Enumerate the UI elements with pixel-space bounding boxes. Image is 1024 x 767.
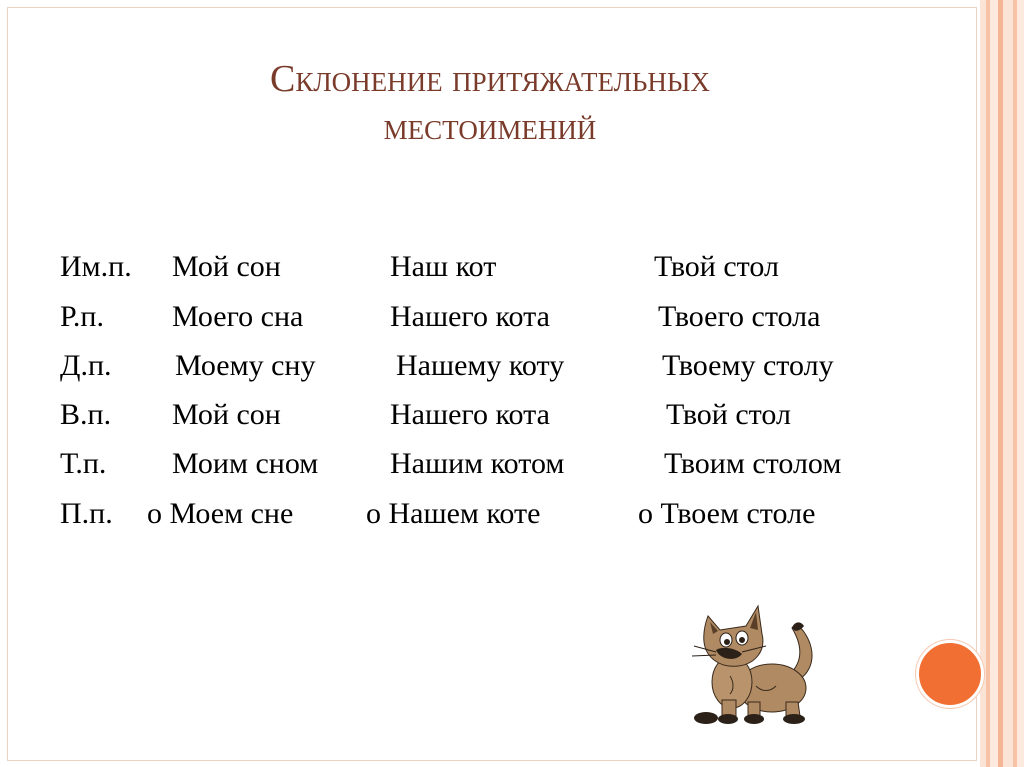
pronoun-nash: о Нашем коте bbox=[366, 497, 541, 530]
pronoun-tvoj: Твоему столу bbox=[662, 349, 834, 382]
table-row bbox=[0, 295, 960, 339]
case-label: Т.п. bbox=[60, 447, 107, 480]
slide-title-line-1: Склонение притяжательных bbox=[270, 58, 710, 100]
case-label: Д.п. bbox=[60, 349, 112, 382]
case-label: Им.п. bbox=[60, 250, 132, 283]
slide-title-line-2: местоимений bbox=[383, 106, 597, 148]
cat-illustration bbox=[686, 594, 826, 726]
pronoun-moj: Мой сон bbox=[172, 398, 281, 431]
pronoun-nash: Нашего кота bbox=[390, 300, 550, 333]
table-row bbox=[0, 442, 960, 486]
table-row bbox=[0, 393, 960, 437]
pronoun-nash: Нашего кота bbox=[390, 398, 550, 431]
table-row bbox=[0, 344, 960, 388]
pronoun-nash: Наш кот bbox=[390, 250, 497, 283]
pronoun-tvoj: Твоего стола bbox=[658, 300, 821, 333]
pronoun-tvoj: Твоим столом bbox=[664, 447, 842, 480]
pronoun-tvoj: о Твоем столе bbox=[638, 497, 816, 530]
pronoun-moj: Моего сна bbox=[172, 300, 304, 333]
pronoun-tvoj: Твой стол bbox=[654, 250, 779, 283]
case-label: Р.п. bbox=[60, 300, 104, 333]
pronoun-tvoj: Твой стол bbox=[666, 398, 791, 431]
pronoun-moj: Моему сну bbox=[175, 349, 316, 382]
pronoun-moj: Мой сон bbox=[172, 250, 281, 283]
table-row bbox=[0, 245, 960, 289]
case-label: В.п. bbox=[60, 398, 112, 431]
pronoun-moj: о Моем сне bbox=[147, 497, 294, 530]
pronoun-moj: Моим сном bbox=[172, 447, 319, 480]
table-row bbox=[0, 492, 960, 536]
orange-circle bbox=[916, 640, 984, 708]
decor-stripes bbox=[980, 0, 1024, 767]
pronoun-nash: Нашим котом bbox=[390, 447, 565, 480]
pronoun-nash: Нашему коту bbox=[396, 349, 565, 382]
case-label: П.п. bbox=[60, 497, 113, 530]
